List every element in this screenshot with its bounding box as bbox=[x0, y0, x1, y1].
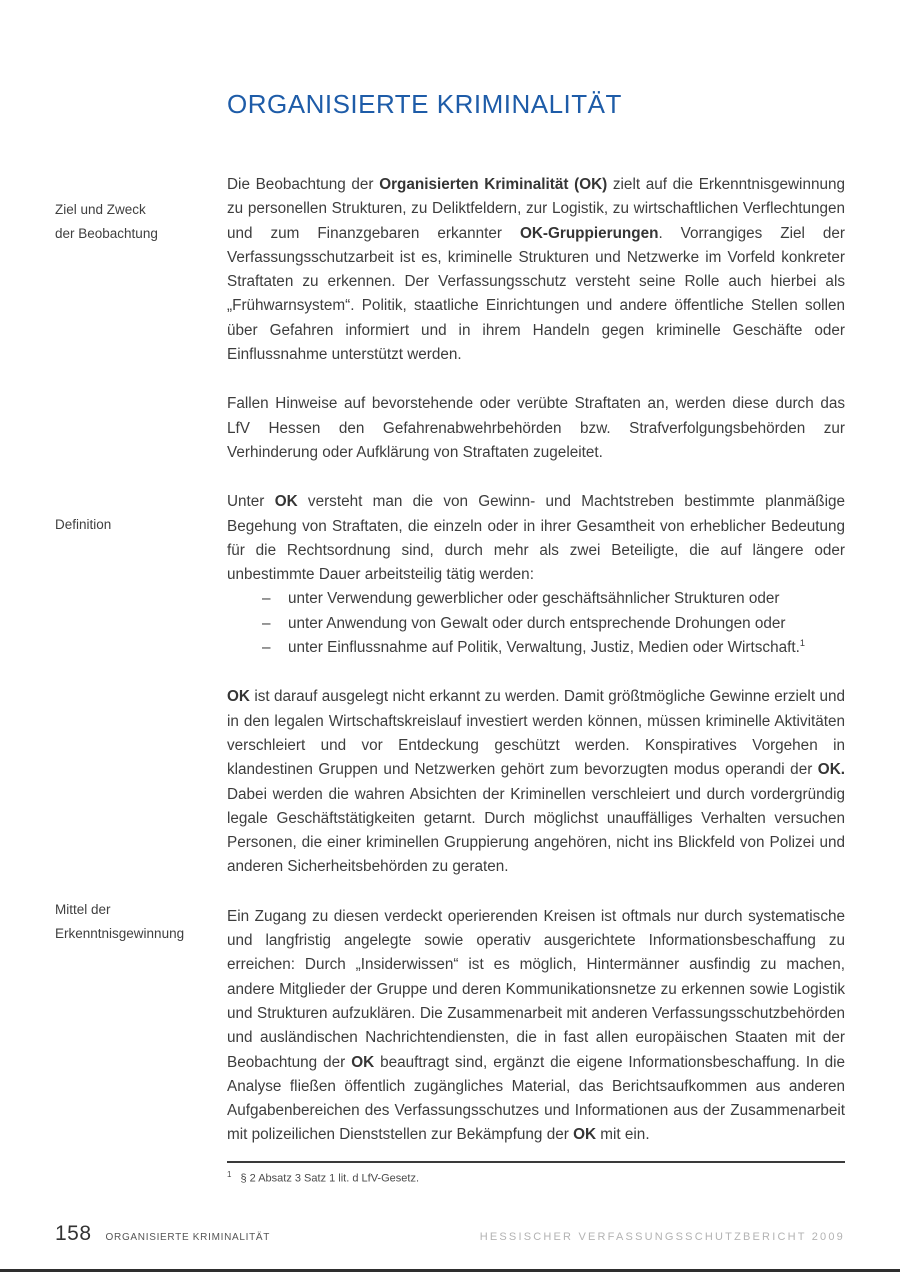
footer-chapter-label: ORGANISIERTE KRIMINALITÄT bbox=[105, 1232, 271, 1243]
text-segment: zielt auf die Erkenntnisgewinnung zu personellen Strukturen, zu Deliktfeldern, zur Logistik, zu wirtschaftlichen Verflechtungen und zum Finanzgebaren erkannter bbox=[227, 176, 845, 242]
list-dash: – bbox=[262, 590, 271, 608]
text-segment: OK. bbox=[817, 761, 845, 779]
margin-note-line: Definition bbox=[55, 517, 112, 532]
margin-note-line: der Beobachtung bbox=[55, 226, 158, 242]
list-item bbox=[227, 612, 845, 636]
text-segment: OK bbox=[573, 1126, 597, 1144]
text-segment: Die Beobachtung der bbox=[227, 176, 380, 193]
margin-note bbox=[55, 898, 184, 947]
text-segment: Organisierten Kriminalität (OK) bbox=[379, 176, 608, 193]
page-footer bbox=[55, 1222, 845, 1246]
footnote-reference: 1 bbox=[799, 637, 805, 648]
margin-note bbox=[55, 198, 158, 247]
list-dash: – bbox=[262, 614, 271, 632]
body-column bbox=[227, 173, 845, 1173]
footnote-marker: 1 bbox=[227, 1170, 232, 1179]
text-segment: . Vorrangiges Ziel der Verfassungsschutzarbeit ist es, kriminelle Strukturen und Netzwerke im Vorfeld konkreter Straftaten zu erkennen. Der Verfassungsschutz versteht seine Rolle auch hierbei als „Frühwarnsystem“. Politik, staatliche Einrichtungen und andere öffentliche Stellen sollen über Gefahren informiert und in ihrem Handeln gegen kriminelle Geschäfte oder Einflussnahme unterstützt werden. bbox=[227, 224, 845, 364]
margin-note-line: Erkenntnisgewinnung bbox=[55, 926, 185, 942]
text-segment: beauftragt sind, ergänzt die eigene Informationsbeschaffung. In die Analyse fließen öffentlich zugängliches Material, das Berichtsaufkommen aus anderen Aufgabenbereichen des Verfassungsschutzes und Informationen aus der Zusammenarbeit mit polizeilichen Dienststellen zur Bekämpfung der bbox=[227, 1053, 845, 1144]
text-segment: Dabei werden die wahren Absichten der Kriminellen verschleiert und durch vordergründig legale Geschäftstätigkeiten getarnt. Durch möglichst unauffälliges Verhalten versuchen Personen, die einer kriminellen Gruppierung angehören, nicht ins Blickfeld von Polizei und anderen Sicherheitsbehörden zu geraten. bbox=[227, 785, 845, 876]
margin-notes bbox=[0, 0, 227, 1272]
list-item bbox=[227, 636, 845, 660]
list-item-text bbox=[288, 587, 845, 611]
text-segment: versteht man die von Gewinn- und Machtstreben bestimmte planmäßige Begehung von Straftaten, die einzeln oder in ihrer Gesamtheit von erheblicher Bedeutung für die Rechtsordnung sind, durch mehr als zwei Beteiligte, die auf längere oder unbestimmte Dauer arbeitsteilig tätig werden: bbox=[227, 493, 846, 584]
paragraph bbox=[227, 685, 845, 879]
page-title: ORGANISIERTE KRIMINALITÄT bbox=[227, 89, 622, 120]
text-segment: Ein Zugang zu diesen verdeckt operierenden Kreisen ist oftmals nur durch systematische und langfristig angelegte sowie operativ ausgerichtete Informationsbeschaffung zu erreichen: Durch „Insiderwissen“ ist es möglich, Hintermänner ausfindig zu machen, andere Mitglieder der Gruppe und deren Kommunikationsnetze zu erkennen sowie Logistik und Strukturen aufzuklären. Die Zusammenarbeit mit anderen Verfassungsschutzbehörden und ausländischen Nachrichtendiensten, die in fast allen europäischen Staaten mit der Beobachtung der bbox=[227, 907, 845, 1071]
paragraph bbox=[227, 173, 845, 367]
text-segment: Unter bbox=[227, 493, 275, 511]
text-segment: ist darauf ausgelegt nicht erkannt zu werden. Damit größtmögliche Gewinne erzielt und in den legalen Wirtschaftskreislauf investiert werden können, müssen kriminelle Aktivitäten verschleiert und vor Entdeckung geschützt werden. Konspiratives Vorgehen in klandestinen Gruppen und Netzwerken gehört zum bevorzugten modus operandi der bbox=[227, 688, 845, 779]
text-segment: Fallen Hinweise auf bevorstehende oder verübte Straftaten an, werden diese durch das LfV Hessen den Gefahrenabwehrbehörden bzw. Strafverfolgungsbehörden zur Verhinderung oder Aufklärung von Straftaten zugeleitet. bbox=[227, 395, 845, 461]
list-item bbox=[227, 587, 845, 611]
text-segment: OK-Gruppierungen bbox=[519, 224, 659, 242]
paragraph bbox=[227, 490, 845, 587]
footer-report-title: HESSISCHER VERFASSUNGSSCHUTZBERICHT 2009 bbox=[479, 1231, 845, 1243]
margin-note-line: Mittel der bbox=[55, 902, 111, 917]
footnote-text: § 2 Absatz 3 Satz 1 lit. d LfV-Gesetz. bbox=[240, 1172, 419, 1185]
text-segment: OK bbox=[351, 1053, 375, 1071]
paragraph bbox=[227, 392, 845, 465]
list-item-text bbox=[288, 612, 845, 636]
list-item-text bbox=[288, 636, 845, 660]
margin-note bbox=[55, 513, 111, 537]
text-segment: unter Anwendung von Gewalt oder durch entsprechende Drohungen oder bbox=[288, 614, 786, 632]
paragraph bbox=[227, 905, 845, 1148]
margin-note-line: Ziel und Zweck bbox=[55, 202, 146, 217]
definition-criteria-list bbox=[227, 587, 845, 660]
text-segment: mit ein. bbox=[596, 1126, 650, 1144]
page-number: 158 bbox=[55, 1222, 92, 1245]
text-segment: unter Verwendung gewerblicher oder geschäftsähnlicher Strukturen oder bbox=[288, 590, 780, 608]
footnote bbox=[227, 1161, 845, 1186]
text-segment: unter Einflussnahme auf Politik, Verwaltung, Justiz, Medien oder Wirtschaft. bbox=[288, 639, 800, 657]
text-segment: OK bbox=[227, 688, 250, 706]
text-segment: OK bbox=[274, 493, 298, 511]
list-dash: – bbox=[262, 639, 271, 657]
